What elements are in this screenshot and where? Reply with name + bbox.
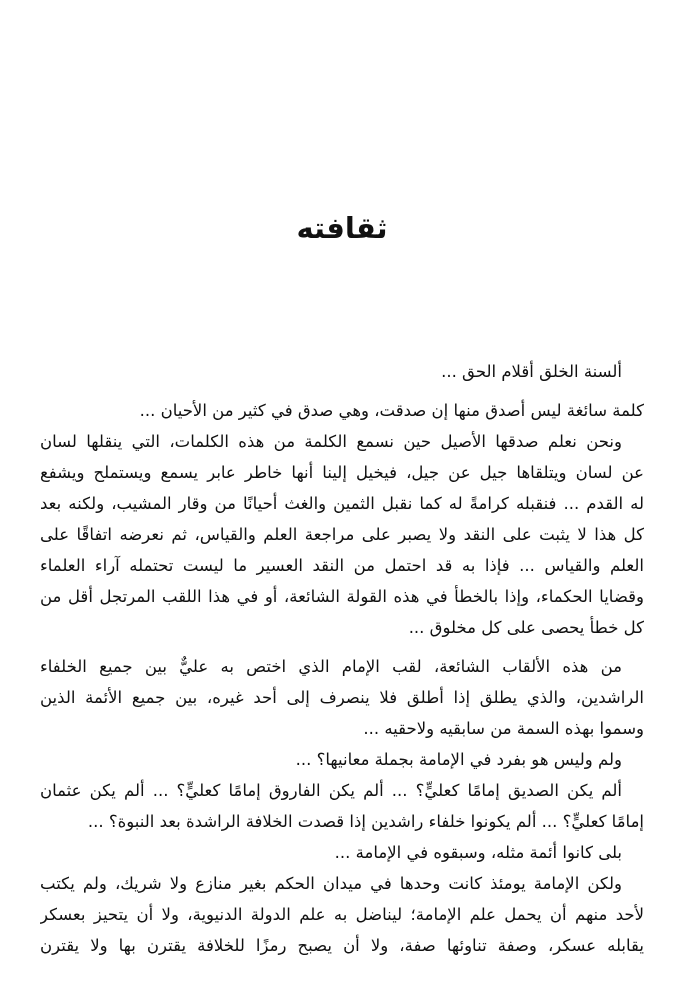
body-text	[40, 356, 644, 961]
paragraph	[40, 868, 644, 961]
paragraph	[40, 744, 644, 775]
text-line: وقضايا الحكماء، وإذا بالخطأ في هذه القولة الشائعة، أو في هذا اللقب المرتجل أقل من	[40, 587, 644, 606]
text-line: وسموا بهذه السمة من سابقيه ولاحقيه ...	[363, 719, 644, 738]
text-line: يقابله عسكر، وصفة تناوئها صفة، ولا أن يصبح رمزًا للخلافة يقترن بها ولا يقترن	[40, 936, 644, 955]
text-line: ولم وليس هو بفرد في الإمامة بجملة معانيها؟ ...	[295, 750, 622, 769]
text-line: ألم يكن الصديق إمامًا كعليٍّ؟ ... ألم يكن الفاروق إمامًا كعليٍّ؟ ... ألم يكن عثمان	[40, 781, 622, 800]
chapter-title: ثقافته	[296, 211, 388, 245]
paragraph	[40, 395, 644, 426]
text-line: كل هذا لا يثبت على النقد ولا يصبر على مراجعة العلم والقياس، ثم نعرضه اتفاقًا على	[40, 525, 644, 544]
text-line: عن لسان ويتلقاها جيل عن جيل، فيخيل إلينا أنها خاطر عابر يسمع ويستملح ويشفع	[40, 463, 644, 482]
text-line: بلى كانوا أئمة مثله، وسبقوه في الإمامة ...	[334, 843, 622, 862]
text-line: كل خطأ يحصى على كل مخلوق ...	[408, 618, 644, 637]
paragraph-epigraph	[40, 356, 644, 387]
text-line: كلمة سائغة ليس أصدق منها إن صدقت، وهي صدق في كثير من الأحيان ...	[139, 401, 644, 420]
paragraph	[40, 426, 644, 643]
paragraph	[40, 651, 644, 744]
text-line: ولكن الإمامة يومئذ كانت وحدها في ميدان الحكم بغير منازع ولا شريك، ولم يكتب	[40, 874, 622, 893]
text-line: إمامًا كعليٍّ؟ ... ألم يكونوا خلفاء راشدين إذا قصدت الخلافة الراشدة بعد النبوة؟ ...	[87, 812, 644, 831]
text-line: العلم والقياس ... فإذا به قد احتمل من النقد العسير ما ليست تحتمله آراء العلماء	[40, 556, 644, 575]
text-line: من هذه الألقاب الشائعة، لقب الإمام الذي اختص به عليٌّ بين جميع الخلفاء	[40, 657, 622, 676]
text-line: لأحد منهم أن يحمل علم الإمامة؛ ليناضل به علم الدولة الدنيوية، ولا أن يتحيز بعسكر	[40, 905, 644, 924]
text-line: له القدم ... فنقبله كرامةً له كما نقبل الثمين والغث أحيانًا من وقار المشيب، ولكنه بعد	[40, 494, 644, 513]
text-line: الراشدين، والذي يطلق إذا أطلق فلا ينصرف إلى أحد غيره، بين جميع الأئمة الذين	[40, 688, 644, 707]
text-line: ونحن نعلم صدقها الأصيل حين نسمع الكلمة من هذه الكلمات، التي ينقلها لسان	[40, 432, 622, 451]
text-line: ألسنة الخلق أقلام الحق ...	[441, 362, 622, 381]
paragraph	[40, 837, 644, 868]
paragraph	[40, 775, 644, 837]
